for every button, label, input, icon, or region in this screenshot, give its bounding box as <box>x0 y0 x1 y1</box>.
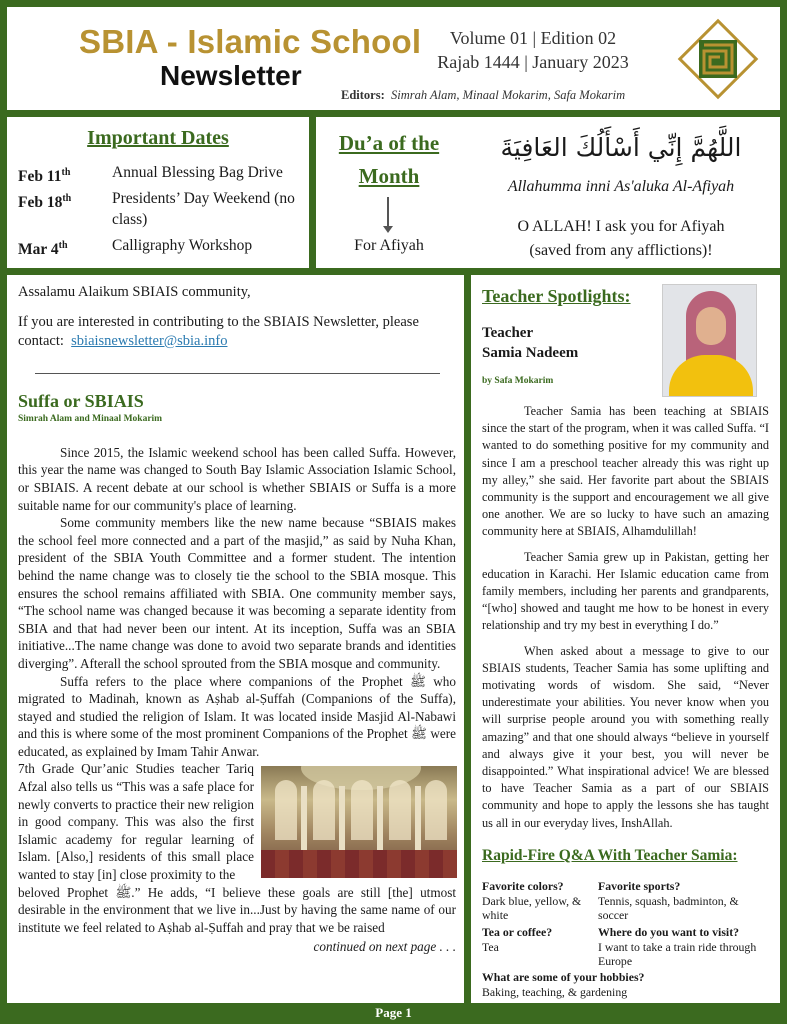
article-paragraph: Suffa refers to the place where companions of the Prophet ﷺ who migrated to Madinah, known as Aṣhab al-Ṣuffah (Companions of the Suffa), stayed and studied the religion of Islam. It was located inside Masjid Al-Nabawi and this is where some of the most prominent Companions of the Prophet ﷺ were educated, as explained by Imam Tahir Anwar. <box>18 673 457 759</box>
continued-note: continued on next page . . . <box>313 939 456 955</box>
date-day: Mar 4th <box>18 240 68 259</box>
divider <box>35 373 440 374</box>
dua-purpose: For Afiyah <box>354 237 424 254</box>
qa-item: Favorite sports? Tennis, squash, badminton, & soccer <box>598 879 739 922</box>
dua-translation: O ALLAH! I ask you for Afiyah (saved from any afflictions)! <box>517 218 725 259</box>
date-line: Rajab 1444 | January 2023 <box>437 52 629 72</box>
qa-item: Tea or coffee? Tea <box>482 925 553 954</box>
issue-info <box>427 26 639 74</box>
qa-item: Favorite colors? Dark blue, yellow, & white <box>482 879 582 922</box>
article-paragraph: Some community members like the new name because “SBIAIS makes the school feel more connected and a part of the masjid,” as said by Nuha Khan, president of the SBIA Youth Committee and a former student. The intention behind the name change was to closely tie the school to the SBIA mosque. This ensures the school remains affiliated with SBIA. One community member says, “The school name was changed because it was becoming a separate identity from SBIA and that had never been our intent. At its inception, Suffa was an SBIA initiative...The name change was done to avoid two separate brands and identities diverging”. Afterall the school sprouted from the SBIA mosque and community. <box>18 515 456 671</box>
teacher-photo <box>662 284 757 397</box>
date-day: Feb 11th <box>18 167 71 186</box>
article-title: Suffa or SBIAIS <box>18 390 144 411</box>
contact-email-link[interactable]: sbiaisnewsletter@sbia.info <box>71 332 228 349</box>
article-paragraph: 7th Grade Qur’anic Studies teacher Tariq Afzal also tells us “This was a safe place for newly converts to practice their new religion in good company. This was also the first Islamic academy for regular learning of Islam. [Also,] residents of this small place wanted to stay [in] close proximity to the <box>18 761 254 883</box>
important-dates-title: Important Dates <box>87 127 229 149</box>
spotlight-byline: by Safa Mokarim <box>482 376 554 386</box>
qa-title: Rapid-Fire Q&A With Teacher Samia: <box>482 847 738 864</box>
article-byline: Simrah Alam and Minaal Mokarim <box>18 414 163 425</box>
article-paragraph: Since 2015, the Islamic weekend school has been called Suffa. However, this year the name was changed to South Bay Islamic Association Islamic School, or SBIAIS. A recent debate at our school is whether SBIAIS or Suffa is a more suitable name for our community's place of learning. <box>18 444 456 513</box>
qa-item: Where do you want to visit? I want to take a train ride through Europe <box>598 925 757 968</box>
qa-item: What are some of your hobbies? Baking, teaching, & gardening <box>482 970 645 999</box>
dua-transliteration: Allahumma inni As'aluka Al-Afiyah <box>507 178 735 195</box>
school-logo-icon <box>677 18 759 100</box>
spotlight-paragraph: Teacher Samia has been teaching at SBIAIS since the start of the program, when it was called Suffa. “I wanted to do something positive for my community and since I am a preschool teacher already this was right up my alley,” she said. Her favorite part about the SBIAIS community is the support and encouragement we all give one another. We are so lucky to have such an amazing community here at SBIAIS, Alhamdulillah! <box>482 404 769 539</box>
main-article-panel <box>7 275 464 1003</box>
article-body <box>18 444 456 761</box>
date-event: Annual Blessing Bag Drive <box>112 164 283 181</box>
spotlight-body <box>482 403 769 840</box>
date-event: Calligraphy Workshop <box>112 237 253 254</box>
masjid-interior-image <box>261 766 457 878</box>
editors-names: Simrah Alam, Minaal Mokarim, Safa Mokarim <box>391 88 626 102</box>
spotlight-paragraph: When asked about a message to give to our SBIAIS students, Teacher Samia has some uplifting and motivating words of wisdom. She said, “Never underestimate your abilities. You never know when you will surprise people around you with something really amazing” and that one should always “believe in yourself and always give it your best, you will never be disappointed.” What inspirational advice! We are blessed to have Teacher Samia as a part of our SBIAIS community and hope to apply the lessons she has taught us all in our everyday lives, InshAllah. <box>482 643 769 830</box>
dua-arabic-text: اللَّهُمَّ إِنِّي أَسْأَلُكَ العَافِيَةَ <box>500 133 742 162</box>
contact-text: If you are interested in contributing to the SBIAIS Newsletter, please contact: sbiaisnewsletter@sbia.info <box>18 313 419 349</box>
editors-label: Editors: <box>341 88 385 102</box>
date-event: Presidents’ Day Weekend (no class) <box>112 190 295 228</box>
article-paragraph: beloved Prophet ﷺ.” He adds, “I believe these goals are still [the] utmost desirable in the environment that we live in...Just by having the same name of our institute we feel related to Aṣhab al-Ṣuffah and pray that we be raised <box>18 884 456 935</box>
newsletter-title: SBIA - Islamic School <box>79 23 422 60</box>
article-image-wrap <box>18 760 456 883</box>
important-dates-panel <box>7 117 309 268</box>
spotlight-paragraph: Teacher Samia grew up in Pakistan, getting her education in Karachi. Her Islamic education came from family members, including her parents and grandparents, “[who] showed and taught me how to be honest in every relationship and try my best in everything I do.” <box>482 549 769 633</box>
dua-panel <box>316 117 780 268</box>
teacher-spotlight-panel <box>471 275 780 1003</box>
volume-line: Volume 01 | Edition 02 <box>449 28 617 48</box>
date-day: Feb 18th <box>18 193 72 212</box>
page-number: Page 1 <box>375 1005 412 1020</box>
newsletter-subtitle: Newsletter <box>160 60 302 91</box>
arrow-down-icon <box>387 197 389 231</box>
masthead <box>7 7 780 110</box>
greeting: Assalamu Alaikum SBIAIS community, <box>18 284 251 300</box>
dua-title: Du’a of the Month <box>338 131 440 188</box>
teacher-name: Teacher Samia Nadeem <box>482 325 579 361</box>
spotlight-title: Teacher Spotlights: <box>482 286 631 306</box>
editors-line <box>341 88 625 103</box>
